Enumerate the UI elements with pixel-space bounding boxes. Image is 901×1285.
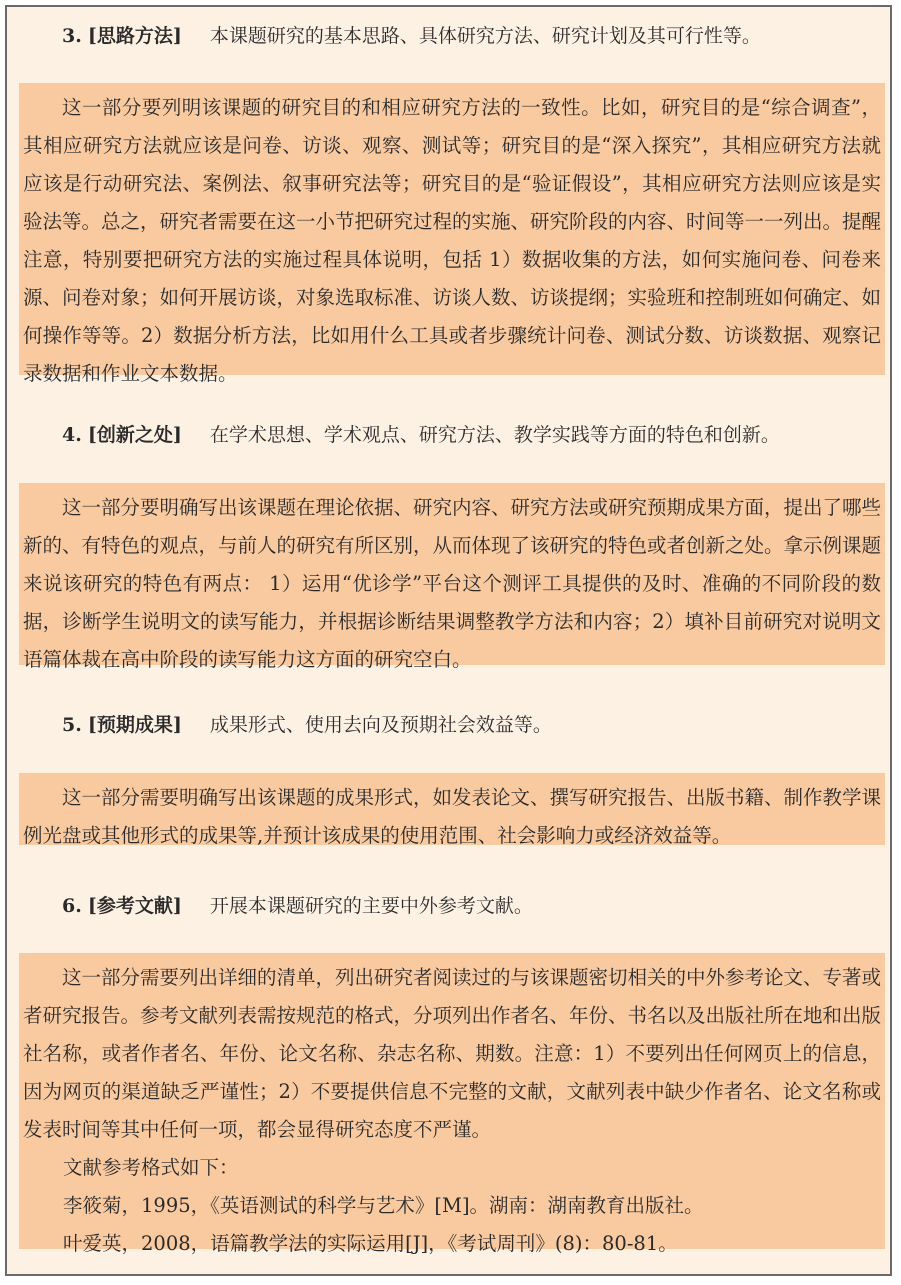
section-5-body-box xyxy=(19,773,885,845)
section-5-title: [预期成果] xyxy=(87,714,182,736)
document-page xyxy=(5,5,892,1276)
section-6-body: 这一部分需要列出详细的清单，列出研究者阅读过的与该课题密切相关的中外参考论文、专著或者研究报告。参考文献列表需按规范的格式，分项列出作者名、年份、书名以及出版社所在地和出版社名称，或者作者名、年份、论文名称、杂志名称、期数。注意：1）不要列出任何网页上的信息，因为网页的渠道缺乏严谨性；2）不要提供信息不完整的文献，文献列表中缺少作者名、论文名称或发表时间等其中任何一项，都会显得研究态度不严谨。 xyxy=(23,966,882,1141)
section-6-heading xyxy=(62,894,533,918)
section-5-number: 5. xyxy=(62,714,82,736)
section-3-heading xyxy=(62,24,761,48)
section-6-number: 6. xyxy=(62,895,82,917)
section-3-body-box xyxy=(19,83,885,385)
section-4-body: 这一部分要明确写出该课题在理论依据、研究内容、研究方法或研究预期成果方面，提出了哪些新的、有特色的观点，与前人的研究有所区别，从而体现了该研究的特色或者创新之处。拿示例课题来说该研究的特色有两点： 1）运用“优诊学”平台这个测评工具提供的及时、准确的不同阶段的数据，诊断学生说明文的读写能力，并根据诊断结果调整教学方法和内容；2）填补目前研究对说明文语篇体裁在高中阶段的读写能力这方面的研究空白。 xyxy=(23,496,882,671)
section-4-heading xyxy=(62,423,780,447)
section-6-body-box xyxy=(19,953,885,1255)
section-4-number: 4. xyxy=(62,424,82,446)
reference-item: 叶爱英，2008，语篇教学法的实际运用[J]，《考试周刊》(8)：80-81。 xyxy=(63,1232,678,1255)
section-5-body: 这一部分需要明确写出该课题的成果形式，如发表论文、撰写研究报告、出版书籍、制作教学课例光盘或其他形式的成果等,并预计该成果的使用范围、社会影响力或经济效益等。 xyxy=(23,786,882,847)
section-4-title: [创新之处] xyxy=(87,424,182,446)
section-3-number: 3. xyxy=(62,25,82,47)
reference-format-intro: 文献参考格式如下： xyxy=(63,1156,239,1179)
reference-item: 李筱菊，1995，《英语测试的科学与艺术》[M]。湖南：湖南教育出版社。 xyxy=(63,1194,704,1217)
section-4-description: 在学术思想、学术观点、研究方法、教学实践等方面的特色和创新。 xyxy=(209,424,780,446)
section-5-heading xyxy=(62,713,552,737)
section-3-description: 本课题研究的基本思路、具体研究方法、研究计划及其可行性等。 xyxy=(209,25,761,47)
section-3-title: [思路方法] xyxy=(87,25,182,47)
section-6-title: [参考文献] xyxy=(87,895,182,917)
section-3-body: 这一部分要列明该课题的研究目的和相应研究方法的一致性。比如，研究目的是“综合调查”，其相应研究方法就应该是问卷、访谈、观察、测试等；研究目的是“深入探究”，其相应研究方法就应该是行动研究法、案例法、叙事研究法等；研究目的是“验证假设”，其相应研究方法则应该是实验法等。总之，研究者需要在这一小节把研究过程的实施、研究阶段的内容、时间等一一列出。提醒注意，特别要把研究方法的实施过程具体说明，包括 1）数据收集的方法，如何实施问卷、问卷来源、问卷对象；如何开展访谈，对象选取标准、访谈人数、访谈提纲；实验班和控制班如何确定、如何操作等等。2）数据分析方法，比如用什么工具或者步骤统计问卷、测试分数、访谈数据、观察记录数据和作业文本数据。 xyxy=(23,96,882,385)
section-6-description: 开展本课题研究的主要中外参考文献。 xyxy=(209,895,533,917)
section-4-body-box xyxy=(19,483,885,671)
section-5-description: 成果形式、使用去向及预期社会效益等。 xyxy=(209,714,552,736)
